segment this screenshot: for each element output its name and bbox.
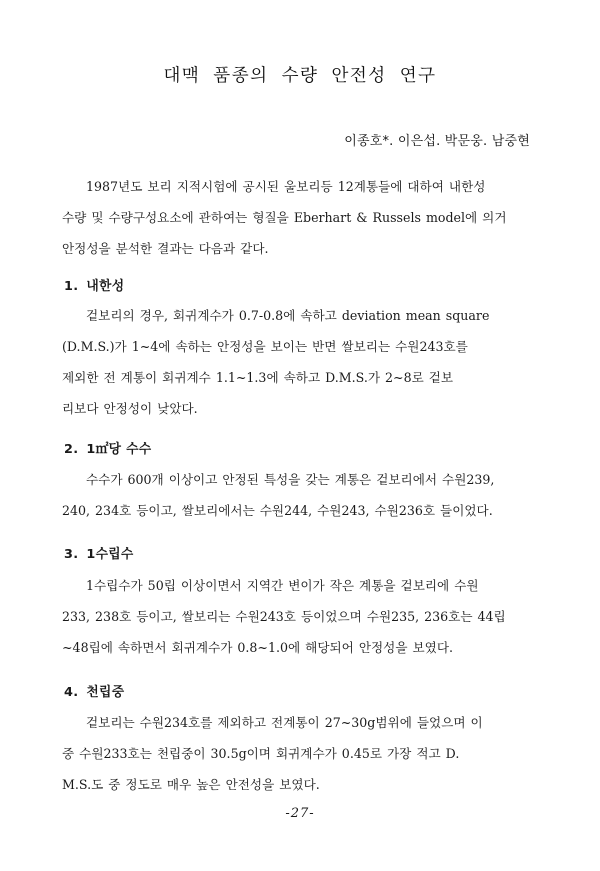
body-line: 겉보리는 수원234호를 제외하고 전계통이 27~30g범위에 들었으며 이	[86, 715, 483, 730]
body-line: 240, 234호 등이고, 쌀보리에서는 수원244, 수원243, 수원236호 들이었다.	[62, 503, 493, 518]
section-title: 내한성	[86, 279, 125, 294]
section-1-body	[62, 300, 536, 424]
author-list: 이종호*. 이은섭. 박문웅. 남중현	[344, 134, 530, 149]
body-line: 리보다 안정성이 낮았다.	[62, 401, 198, 416]
intro-paragraph	[62, 171, 536, 264]
body-line: 233, 238호 등이고, 쌀보리는 수원243호 등이었으며 수원235, 236호는 44립	[62, 609, 506, 624]
section-number: 4.	[64, 685, 79, 700]
section-number: 2.	[64, 442, 79, 457]
intro-line: 1987년도 보리 지적시험에 공시된 울보리등 12계통들에 대하여 내한성	[86, 179, 486, 194]
body-line: 제외한 전 계통이 회귀계수 1.1~1.3에 속하고 D.M.S.가 2~8로 겉보	[62, 370, 454, 385]
intro-line: 수량 및 수량구성요소에 관하여는 형질을 Eberhart & Russels model에 의거	[62, 210, 507, 225]
paper-title: 대맥 품종의 수량 안전성 연구	[163, 66, 437, 86]
body-line: 중 수원233호는 천립중이 30.5g이며 회귀계수가 0.45로 가장 적고 D.	[62, 746, 460, 761]
section-title: 천립중	[86, 685, 125, 700]
section-number: 1.	[64, 279, 79, 294]
body-line: 수수가 600개 이상이고 안정된 특성을 갖는 계통은 겉보리에서 수원239,	[86, 472, 495, 487]
body-line: M.S.도 중 정도로 매우 높은 안전성을 보였다.	[62, 777, 320, 792]
intro-line: 안정성을 분석한 결과는 다음과 같다.	[62, 241, 269, 256]
section-4-heading	[64, 681, 124, 700]
section-title: 1수립수	[86, 547, 134, 562]
body-line: ~48립에 속하면서 회귀계수가 0.8~1.0에 해당되어 안정성을 보였다.	[62, 640, 454, 655]
section-2-body	[62, 464, 536, 526]
section-3-heading	[64, 543, 134, 562]
body-line: 겉보리의 경우, 회귀계수가 0.7-0.8에 속하고 deviation mean square	[86, 308, 490, 323]
section-1-heading	[64, 275, 124, 294]
section-3-body	[62, 570, 536, 663]
page-number: -27-	[285, 806, 315, 821]
body-line: 1수립수가 50립 이상이면서 지역간 변이가 작은 계통을 겉보리에 수원	[86, 578, 479, 593]
section-4-body	[62, 707, 536, 800]
body-line: (D.M.S.)가 1~4에 속하는 안정성을 보이는 반면 쌀보리는 수원243호를	[62, 339, 468, 354]
section-number: 3.	[64, 547, 79, 562]
section-title: 1㎡당 수수	[86, 442, 152, 457]
section-2-heading	[64, 438, 151, 457]
